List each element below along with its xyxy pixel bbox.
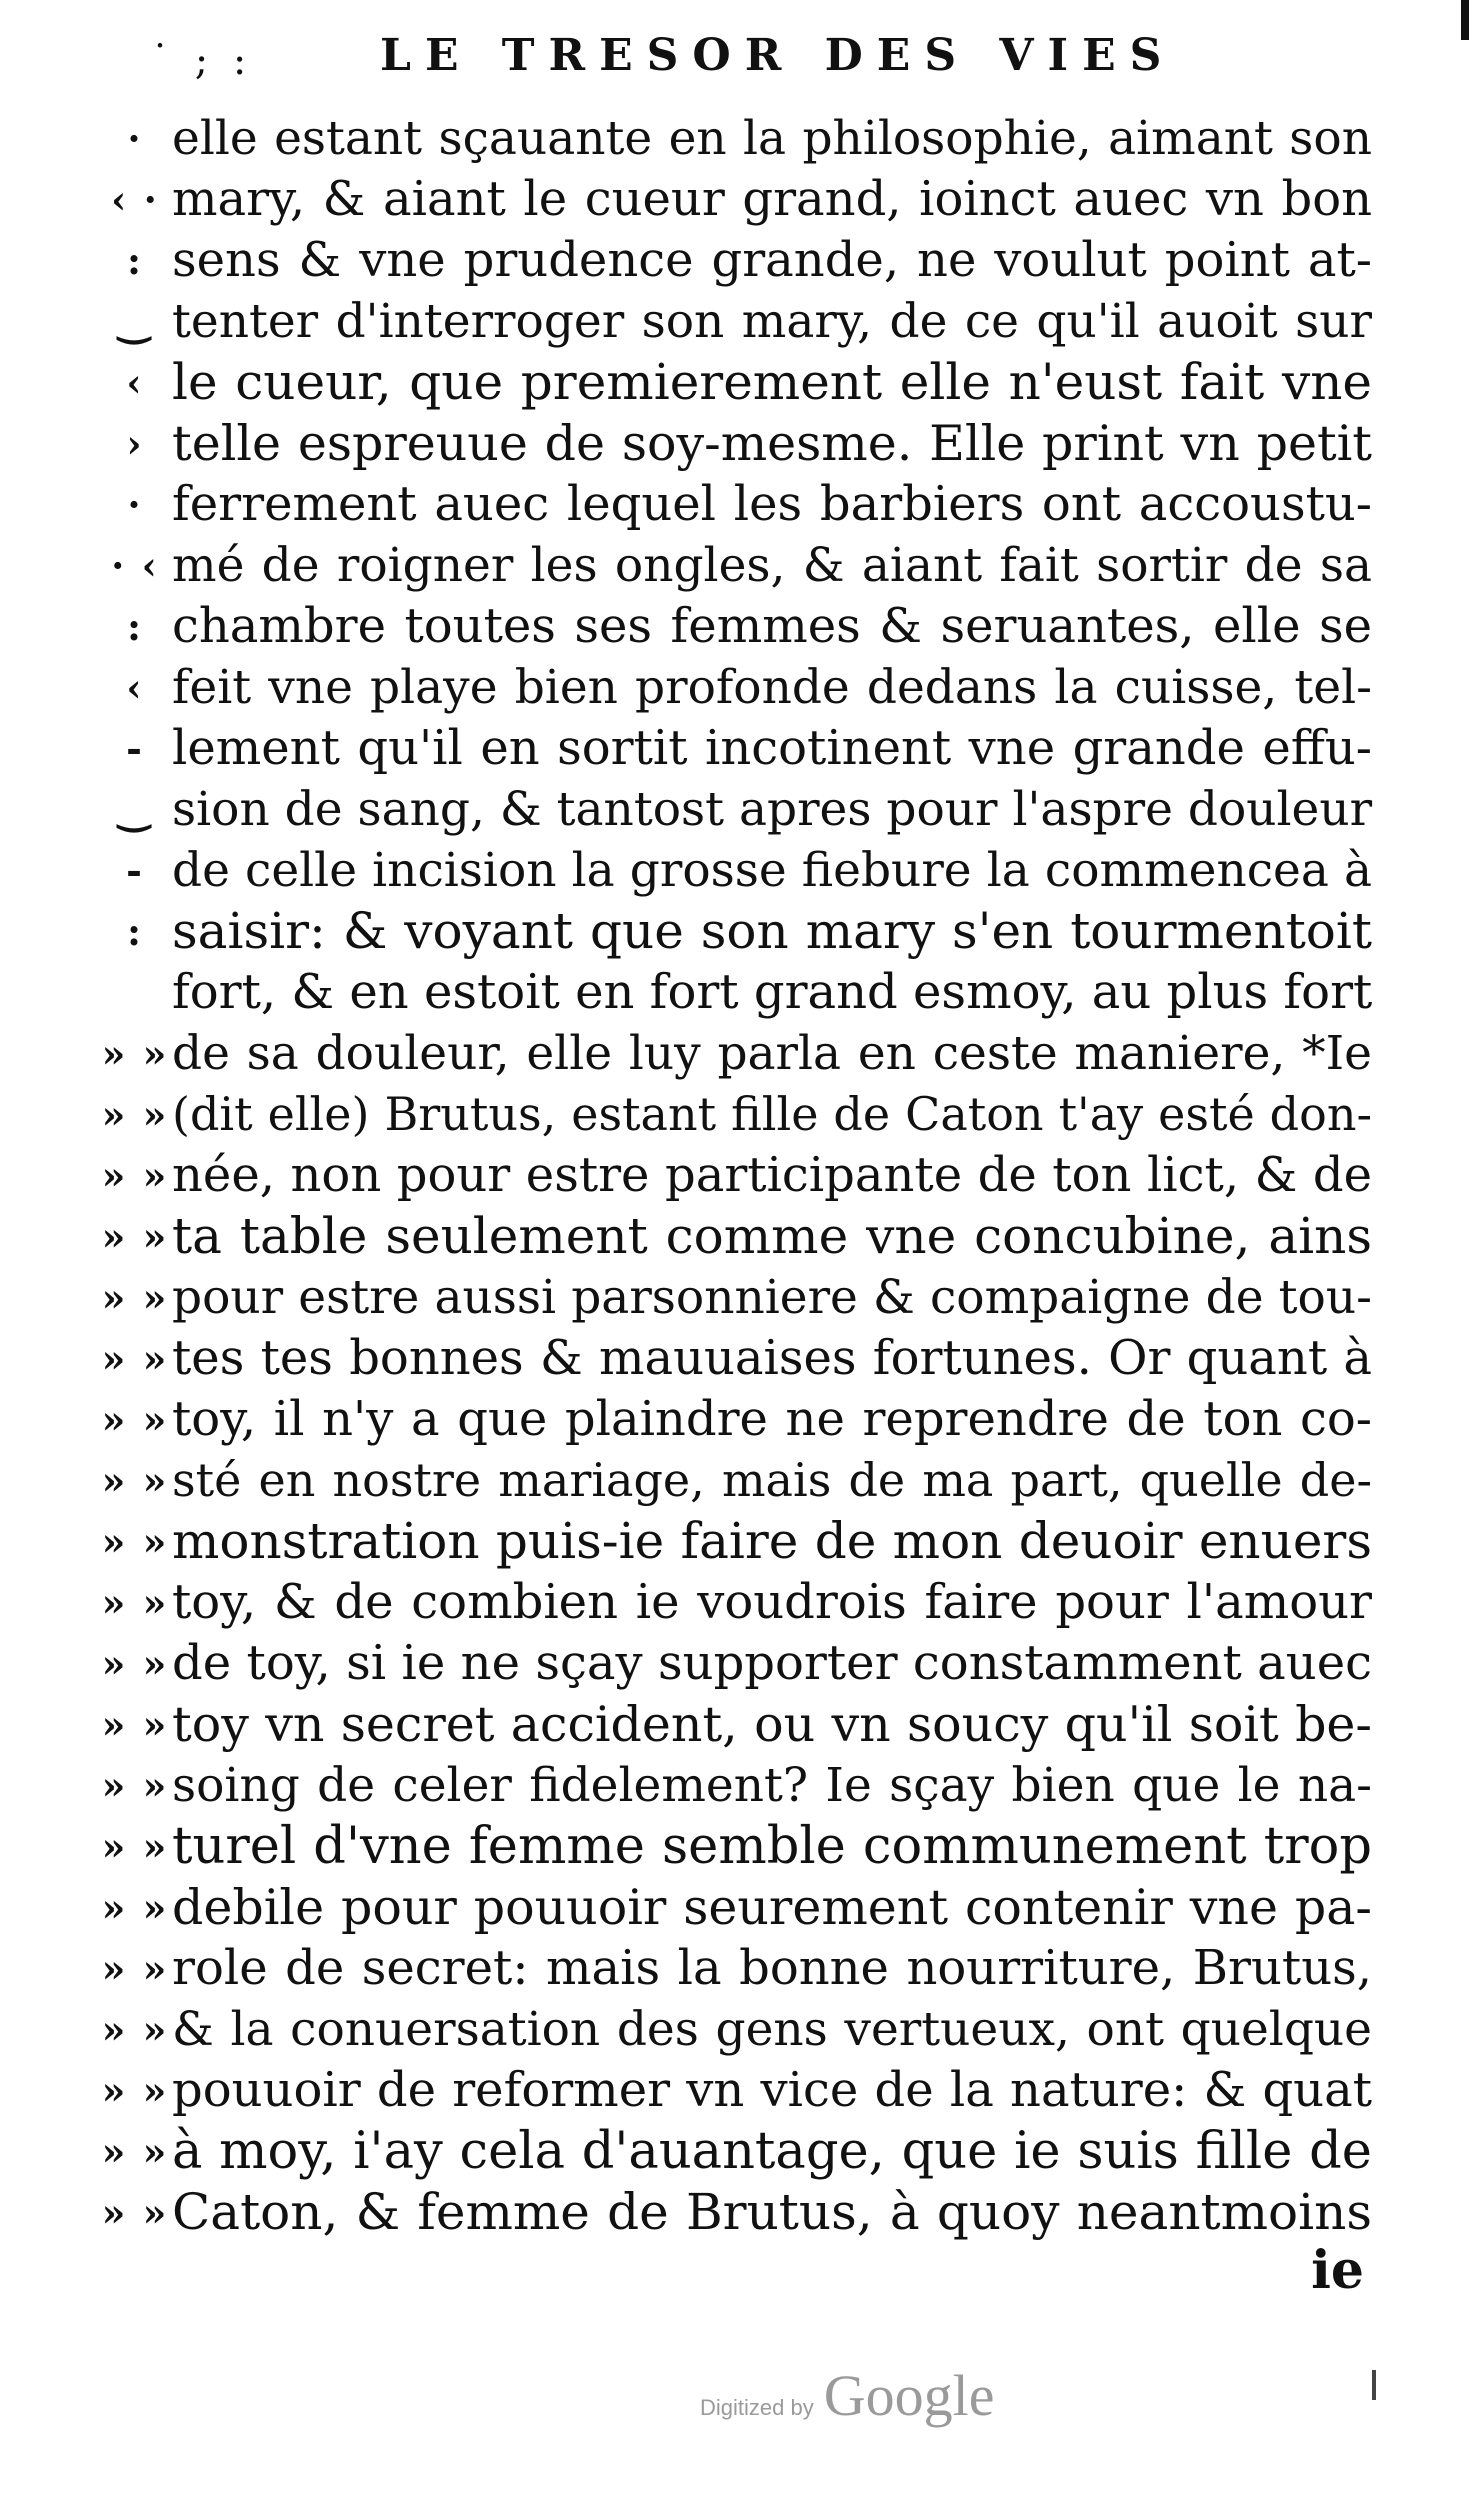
running-head: LE TRESOR DES VIES xyxy=(380,30,1176,81)
text-block xyxy=(100,108,1380,2243)
text-line xyxy=(100,169,1380,230)
margin-quote-mark: ‹ xyxy=(126,665,144,710)
margin-quote-mark: › xyxy=(126,421,144,466)
line-text: feit vne playe bien profonde dedans la cuisse, tel- xyxy=(172,660,1372,715)
margin-quote-mark: - xyxy=(126,848,144,893)
corner-edge-mark xyxy=(1461,0,1469,40)
bottom-edge-mark xyxy=(1372,2370,1376,2400)
text-line xyxy=(100,1633,1380,1694)
margin-quote-mark: » » xyxy=(101,2068,169,2113)
line-text: fort, & en estoit en fort grand esmoy, au plus fort xyxy=(172,964,1373,1020)
margin-quote-mark: » » xyxy=(101,2129,169,2174)
margin-quote-mark: » » xyxy=(101,2190,169,2235)
margin-quote-mark: : xyxy=(126,238,144,283)
text-line xyxy=(100,718,1380,779)
margin-quote-mark: : xyxy=(126,604,144,649)
digitization-watermark xyxy=(700,2362,994,2429)
line-text: (dit elle) Brutus, estant fille de Caton t'ay esté don- xyxy=(172,1087,1372,1141)
text-line xyxy=(100,1572,1380,1633)
text-line xyxy=(100,474,1380,535)
line-text: pouuoir de reformer vn vice de la nature: & quat xyxy=(172,2062,1372,2118)
text-line xyxy=(100,291,1380,352)
margin-quote-mark: » » xyxy=(101,2007,169,2052)
text-line xyxy=(100,2121,1380,2182)
margin-quote-mark: » » xyxy=(101,1458,169,1503)
line-text: le cueur, que premierement elle n'eust fait vne xyxy=(172,353,1372,411)
line-text: toy vn secret accident, ou vn soucy qu'il soit be- xyxy=(172,1696,1372,1753)
watermark-prefix: Digitized by xyxy=(700,2395,814,2420)
margin-quote-mark: » » xyxy=(101,1763,169,1808)
text-line xyxy=(100,1816,1380,1877)
line-text: & la conuersation des gens vertueux, ont quelque xyxy=(172,2002,1372,2057)
running-head-marks: ˙ ; : xyxy=(150,38,253,84)
line-text: née, non pour estre participante de ton lict, & de xyxy=(172,1147,1372,1203)
margin-quote-mark: » » xyxy=(101,1519,169,1564)
text-line xyxy=(100,1938,1380,1999)
line-text: sens & vne prudence grande, ne voulut point at- xyxy=(172,232,1372,288)
text-line xyxy=(100,352,1380,413)
line-text: toy, il n'y a que plaindre ne reprendre de ton co- xyxy=(172,1391,1372,1447)
line-text: monstration puis-ie faire de mon deuoir enuers xyxy=(172,1512,1372,1570)
text-line xyxy=(100,840,1380,901)
text-line xyxy=(100,596,1380,657)
line-text: ta table seulement comme vne concubine, ains xyxy=(172,1207,1372,1265)
margin-quote-mark: » » xyxy=(101,1153,169,1198)
text-line xyxy=(100,1389,1380,1450)
text-line xyxy=(100,108,1380,169)
text-line xyxy=(100,779,1380,840)
line-text: de toy, si ie ne sçay supporter constamment auec xyxy=(172,1635,1372,1691)
margin-quote-mark: ‹ xyxy=(126,360,144,405)
text-line xyxy=(100,1450,1380,1511)
line-text: sté en nostre mariage, mais de ma part, quelle de- xyxy=(172,1453,1372,1507)
text-line xyxy=(100,2182,1380,2243)
line-text: debile pour pouuoir seurement contenir vne pa- xyxy=(172,1879,1372,1936)
line-text: ferrement auec lequel les barbiers ont accoustu- xyxy=(172,476,1372,532)
text-line xyxy=(100,1267,1380,1328)
text-line xyxy=(100,901,1380,962)
margin-quote-mark: : xyxy=(126,909,144,954)
line-text: tenter d'interroger son mary, de ce qu'il auoit sur xyxy=(172,294,1372,349)
margin-quote-mark: · xyxy=(127,116,143,161)
margin-quote-mark: » » xyxy=(101,1702,169,1747)
text-line xyxy=(100,535,1380,596)
line-text: tes tes bonnes & mauuaises fortunes. Or quant à xyxy=(172,1330,1372,1386)
text-line xyxy=(100,1023,1380,1084)
line-text: de sa douleur, elle luy parla en ceste maniere, *Ie xyxy=(172,1026,1372,1081)
margin-quote-mark: » » xyxy=(101,1946,169,1991)
line-text: saisir: & voyant que son mary s'en tourmentoit xyxy=(172,902,1372,960)
text-line xyxy=(100,1999,1380,2060)
text-line xyxy=(100,1328,1380,1389)
text-line xyxy=(100,962,1380,1023)
text-line xyxy=(100,1877,1380,1938)
line-text: lement qu'il en sortit incotinent vne grande effu- xyxy=(172,720,1372,776)
margin-quote-mark: ‿ xyxy=(118,299,152,344)
line-text: chambre toutes ses femmes & seruantes, elle se xyxy=(172,598,1372,654)
line-text: Caton, & femme de Brutus, à quoy neantmoins xyxy=(172,2183,1372,2241)
text-line xyxy=(100,230,1380,291)
line-text: toy, & de combien ie voudrois faire pour l'amour xyxy=(172,1574,1372,1630)
margin-quote-mark: » » xyxy=(101,1031,169,1076)
margin-quote-mark: » » xyxy=(101,1275,169,1320)
watermark-brand: Google xyxy=(823,2363,995,2428)
margin-quote-mark: » » xyxy=(101,1397,169,1442)
line-text: mary, & aiant le cueur grand, ioinct auec vn bon xyxy=(172,171,1372,227)
margin-quote-mark: » » xyxy=(101,1580,169,1625)
text-line xyxy=(100,1145,1380,1206)
text-line xyxy=(100,1755,1380,1816)
line-text: de celle incision la grosse fiebure la commencea à xyxy=(172,843,1372,898)
line-text: telle espreuue de soy-mesme. Elle print vn petit xyxy=(172,415,1372,472)
line-text: à moy, i'ay cela d'auantage, que ie suis fille de xyxy=(172,2122,1372,2181)
margin-quote-mark: » » xyxy=(101,1214,169,1259)
line-text: sion de sang, & tantost apres pour l'aspre douleur xyxy=(172,782,1373,837)
line-text: pour estre aussi parsonniere & compaigne de tou- xyxy=(172,1270,1372,1325)
margin-quote-mark: · xyxy=(127,482,143,527)
text-line xyxy=(100,657,1380,718)
margin-quote-mark: ‿ xyxy=(118,787,152,832)
line-text: role de secret: mais la bonne nourriture, Brutus, xyxy=(172,1940,1372,1996)
text-line xyxy=(100,1206,1380,1267)
line-text: turel d'vne femme semble communement trop xyxy=(172,1817,1372,1876)
text-line xyxy=(100,1694,1380,1755)
margin-quote-mark: » » xyxy=(101,1336,169,1381)
text-line xyxy=(100,1084,1380,1145)
margin-quote-mark: ‹ · xyxy=(111,177,159,222)
text-line xyxy=(100,2060,1380,2121)
line-text: soing de celer fidelement? Ie sçay bien que le na- xyxy=(172,1758,1372,1813)
line-text: elle estant sçauante en la philosophie, aimant son xyxy=(172,111,1372,166)
margin-quote-mark: » » xyxy=(101,1092,169,1137)
line-text: mé de roigner les ongles, & aiant fait sortir de sa xyxy=(172,538,1372,593)
text-line xyxy=(100,1511,1380,1572)
margin-quote-mark: » » xyxy=(101,1885,169,1930)
margin-quote-mark: - xyxy=(126,726,144,771)
catchword: ie xyxy=(1311,2240,1364,2301)
margin-quote-mark: · ‹ xyxy=(111,543,159,588)
text-line xyxy=(100,413,1380,474)
margin-quote-mark: » » xyxy=(101,1824,169,1869)
margin-quote-mark: » » xyxy=(101,1641,169,1686)
